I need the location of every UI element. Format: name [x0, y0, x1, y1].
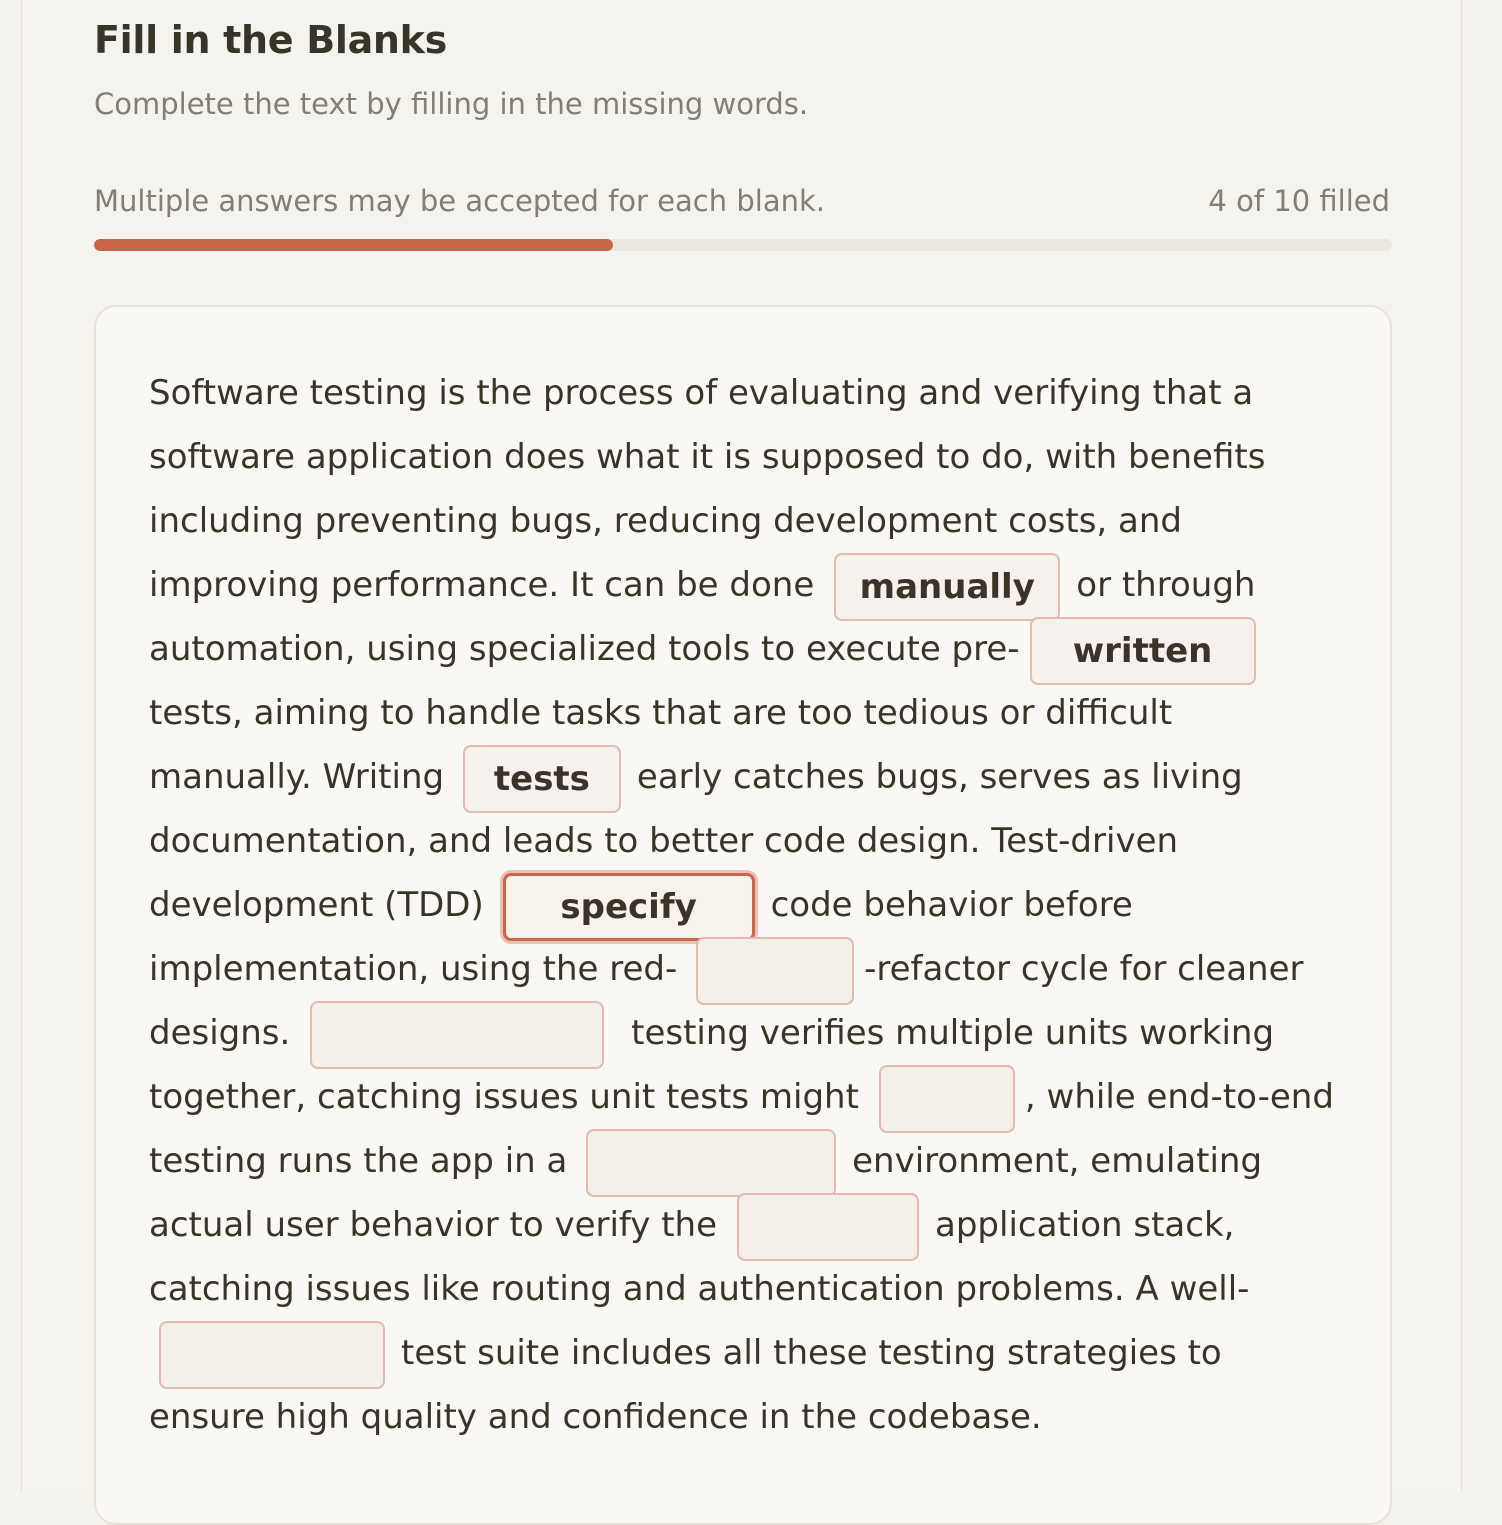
blank-input-5[interactable]: [696, 937, 854, 1005]
passage-segment: testing verifies multiple units working together, catching issues unit tests might: [149, 1013, 1275, 1117]
passage-card: [94, 305, 1392, 1525]
blank-input-1[interactable]: [834, 553, 1060, 621]
passage-segment: Software testing is the process of evaluating and verifying that a software application does what it is supposed to do, with benefits including preventing bugs, reducing development costs, and improving performance. It can be done: [149, 373, 1266, 605]
progress-bar: [94, 239, 1392, 251]
blank-input-3[interactable]: [463, 745, 621, 813]
blank-input-9[interactable]: [737, 1193, 919, 1261]
page-subtitle: Complete the text by filling in the missing words.: [94, 87, 809, 121]
blank-input-6[interactable]: [310, 1001, 604, 1069]
blank-input-4[interactable]: [503, 873, 755, 941]
passage-segment: , while end-to-end testing runs the app in a: [149, 1077, 1334, 1181]
exercise-panel: [21, 0, 1462, 1492]
passage-segment: environment, emulating actual user behavior to verify the: [149, 1141, 1263, 1245]
blank-input-2[interactable]: [1030, 617, 1256, 685]
passage-segment: code behavior before implementation, using the red-: [149, 885, 1133, 989]
passage-segment: application stack, catching issues like routing and authentication problems. A well-: [149, 1205, 1250, 1309]
answers-hint: Multiple answers may be accepted for each blank.: [94, 184, 825, 218]
passage-segment: test suite includes all these testing strategies to ensure high quality and confidence in the codebase.: [149, 1333, 1222, 1437]
passage-segment: tests, aiming to handle tasks that are too tedious or difficult manually. Writing: [149, 693, 1173, 797]
page-title: Fill in the Blanks: [94, 18, 447, 62]
passage-text: [149, 361, 1339, 1449]
progress-fill: [94, 239, 613, 251]
filled-count: 4 of 10 filled: [1208, 184, 1390, 218]
blank-input-10[interactable]: [159, 1321, 385, 1389]
blank-input-7[interactable]: [879, 1065, 1015, 1133]
passage-segment: -refactor cycle for cleaner designs.: [149, 949, 1304, 1053]
passage-segment: or through automation, using specialized tools to execute pre-: [149, 565, 1256, 669]
blank-input-8[interactable]: [586, 1129, 836, 1197]
passage-segment: early catches bugs, serves as living documentation, and leads to better code design. Test-driven development (TDD): [149, 757, 1243, 925]
